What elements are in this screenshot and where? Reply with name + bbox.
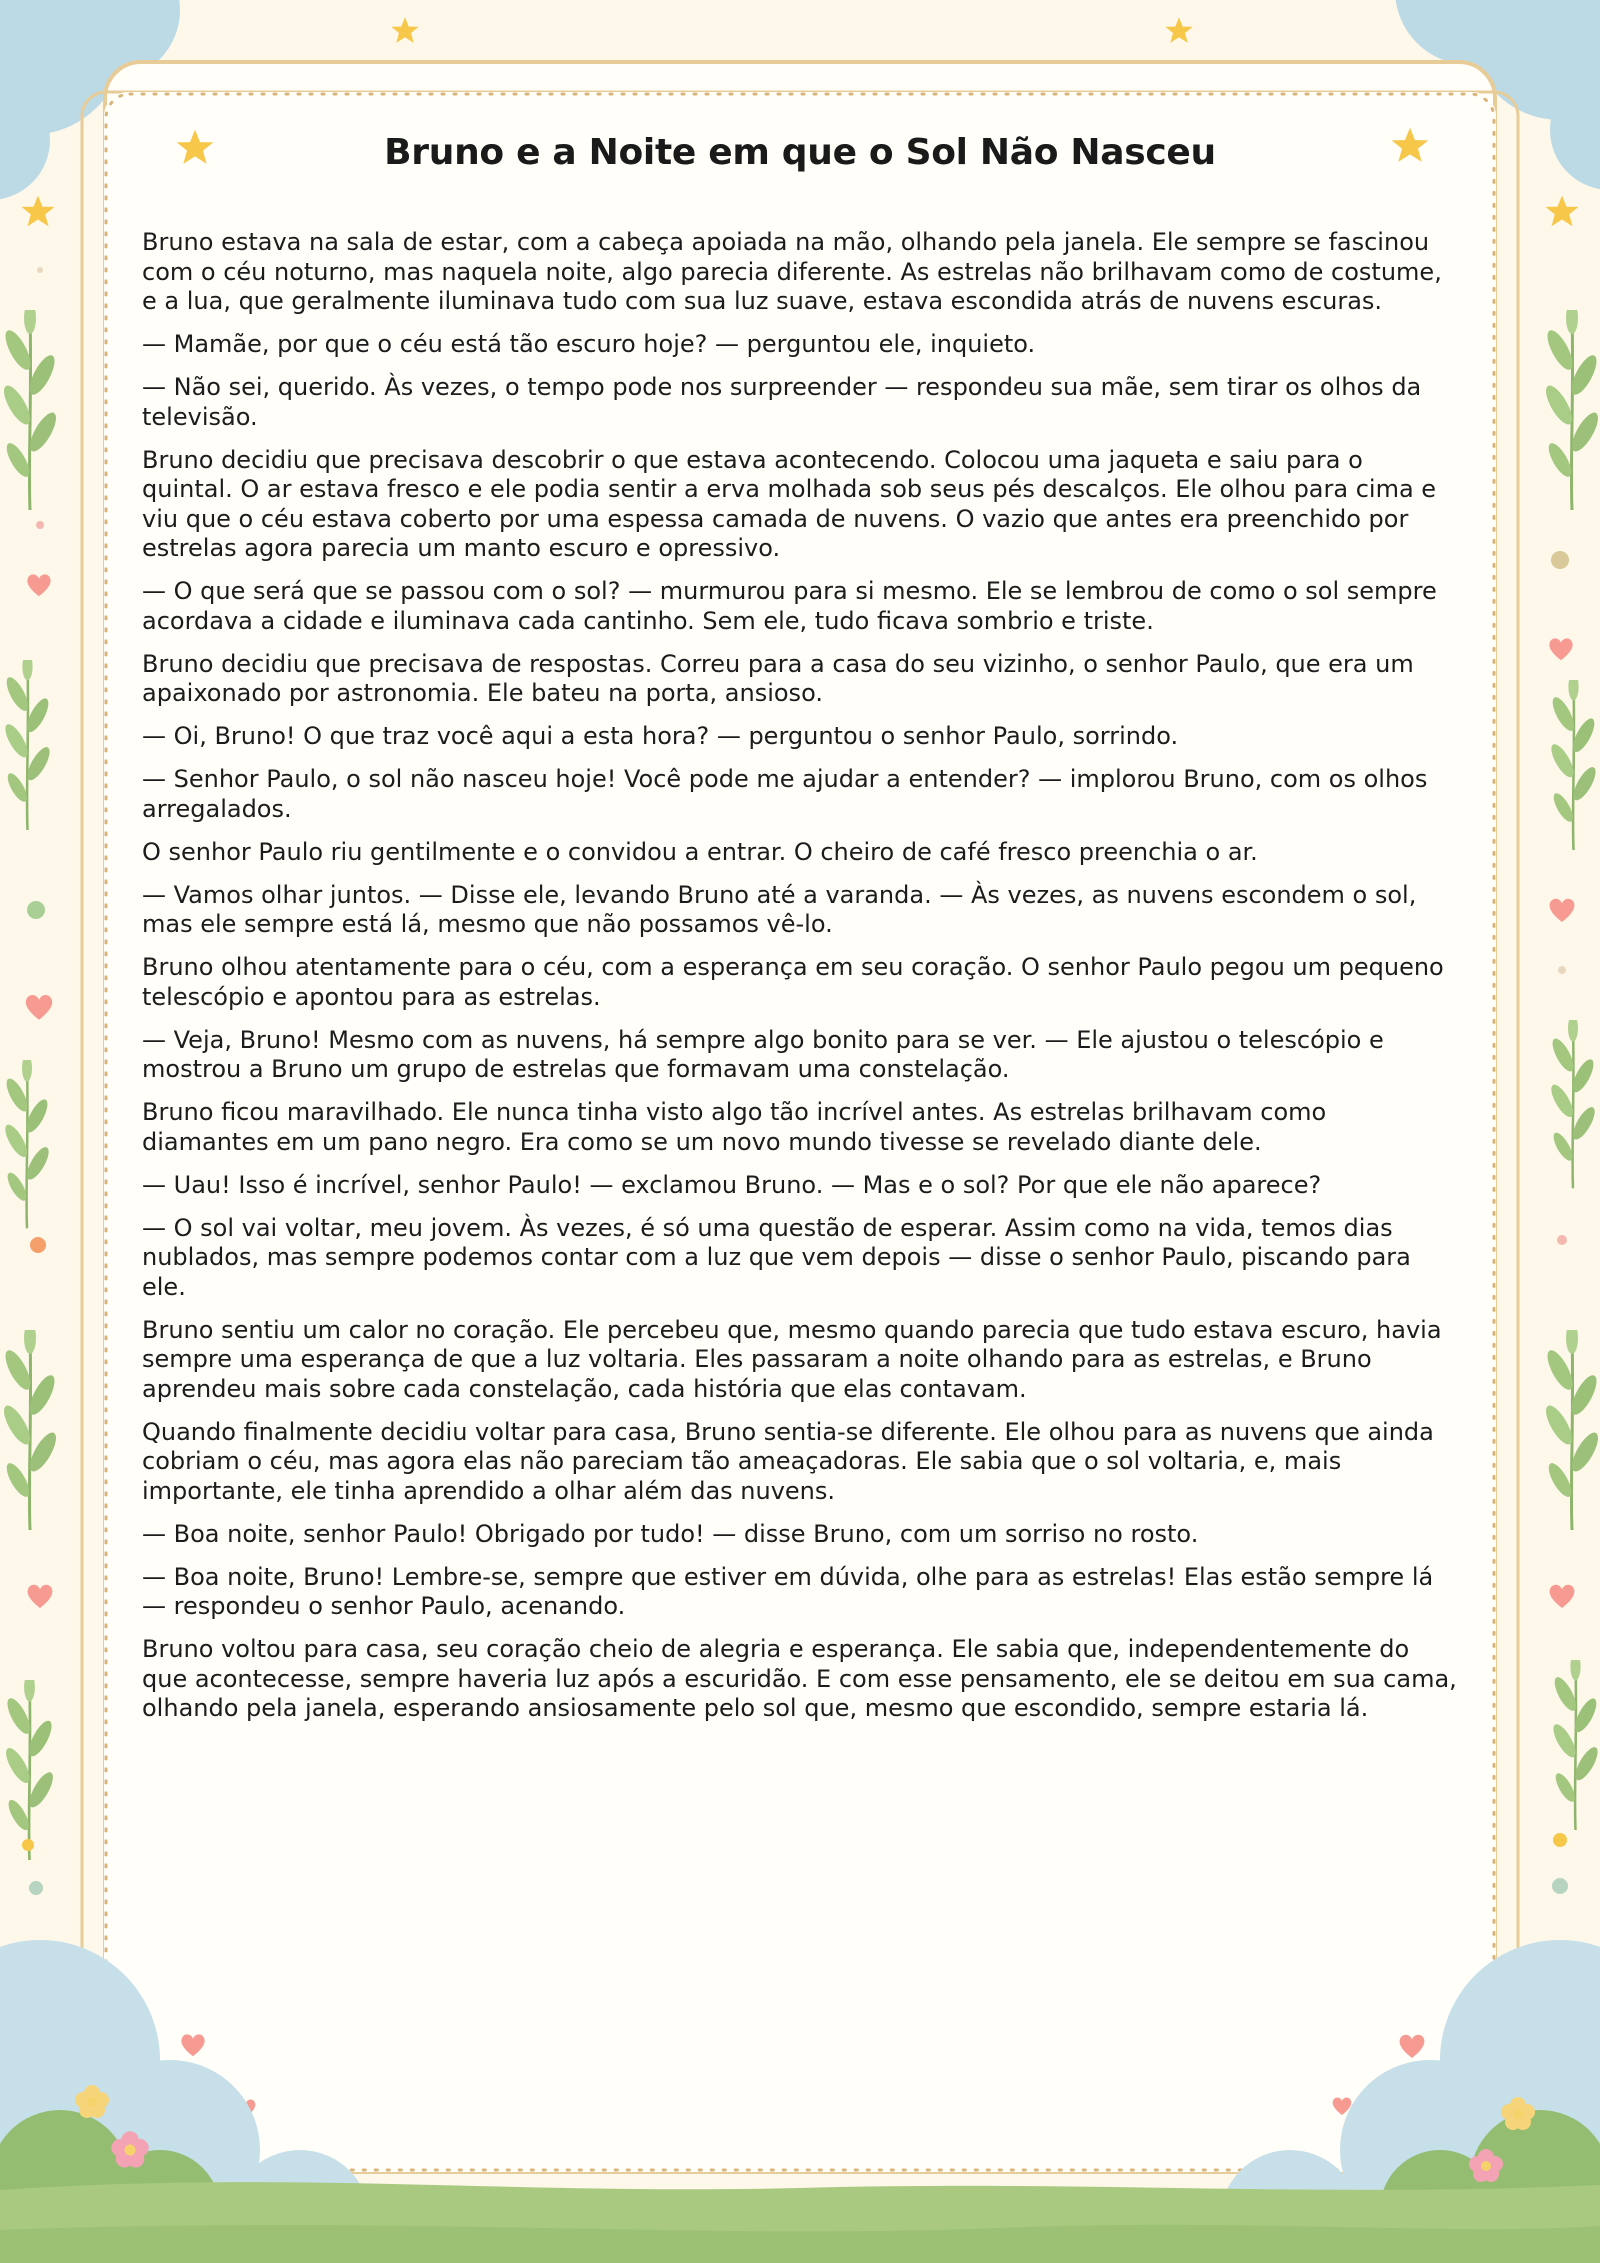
story-paragraph: — Boa noite, Bruno! Lembre-se, sempre que estiver em dúvida, olhe para as estrelas! Elas estão sempre lá — respondeu o senhor Paulo, acenando. [142, 1562, 1434, 1620]
leaf-sprig-icon [2, 1673, 58, 1860]
heart-icon [1550, 1585, 1575, 1608]
heart-icon [1549, 638, 1572, 660]
leaf-sprig-icon [1, 1055, 53, 1228]
heart-icon [27, 574, 50, 596]
heart-icon [28, 1585, 53, 1608]
story-paragraph: — Vamos olhar juntos. — Disse ele, levando Bruno até a varanda. — Às vezes, as nuvens escondem o sol, mas ele sempre está lá, mesmo que não possamos vê-lo. [142, 880, 1417, 938]
leaf-sprig-icon [1547, 1015, 1599, 1188]
leaf-sprig-icon [1, 653, 54, 830]
story-paragraph: — Oi, Bruno! O que traz você aqui a esta hora? — perguntou o senhor Paulo, sorrindo. [142, 722, 1179, 750]
star-icon [391, 17, 419, 43]
star-icon [1165, 17, 1193, 43]
story-paragraph: Bruno sentiu um calor no coração. Ele percebeu que, mesmo quando parecia que tudo estava escuro, havia sempre uma esperança de que a luz voltaria. Eles passaram a noite olhando para as estrelas, e Bruno aprendeu mais sobre cada constelação, cada história que elas contavam. [142, 1315, 1442, 1403]
story-paragraph: — O que será que se passou com o sol? — murmurou para si mesmo. Ele se lembrou de como o sol sempre acordava a cidade e iluminava cada cantinho. Sem ele, tudo ficava sombrio e triste. [142, 577, 1437, 635]
story-paragraph: Bruno ficou maravilhado. Ele nunca tinha visto algo tão incrível antes. As estrelas brilhavam como diamantes em um pano negro. Era como se um novo mundo tivesse se revelado diante dele. [142, 1098, 1327, 1156]
leaf-sprig-icon [1541, 1322, 1600, 1530]
leaf-sprig-icon [1549, 1653, 1600, 1830]
heart-icon [26, 995, 52, 1020]
story-paragraph: Bruno estava na sala de estar, com a cabeça apoiada na mão, olhando pela janela. Ele sempre se fascinou com o céu noturno, mas naquela noite, algo parecia diferente. As estrelas não brilhavam como de costume, e a lua, que geralmente iluminava tudo com sua luz suave, estava escondida atrás de nuvens escuras. [142, 228, 1442, 315]
story-paragraph: — O sol vai voltar, meu jovem. Às vezes, é só uma questão de esperar. Assim como na vida, temos dias nublados, mas sempre podemos contar com a luz que vem depois — disse o senhor Paulo, piscando para ele. [142, 1213, 1411, 1301]
story-paragraph: Bruno voltou para casa, seu coração cheio de alegria e esperança. Ele sabia que, independentemente do que acontecesse, sempre haveria luz após a escuridão. E com esse pensamento, ele se deitou em sua cama, olhando pela janela, esperando ansiosamente pelo sol que, mesmo que escondido, sempre estaria lá. [142, 1635, 1457, 1722]
story-paragraph: — Mamãe, por que o céu está tão escuro hoje? — perguntou ele, inquieto. [142, 330, 1036, 358]
story-paragraph: — Senhor Paulo, o sol não nasceu hoje! Você pode me ajudar a entender? — implorou Bruno, com os olhos arregalados. [142, 765, 1428, 823]
leaf-sprig-icon [0, 1322, 61, 1530]
story-title: Bruno e a Noite em que o Sol Não Nasceu [384, 132, 1216, 173]
story-paragraph: Quando finalmente decidiu voltar para casa, Bruno sentia-se diferente. Ele olhou para as nuvens que ainda cobriam o céu, mas agora elas não pareciam tão ameaçadoras. Ele sabia que o sol voltaria, e, mais importante, ele tinha aprendido a olhar além das nuvens. [142, 1417, 1434, 1505]
leaf-sprig-icon [1541, 302, 1600, 510]
heart-icon [1550, 899, 1575, 922]
star-icon [1546, 196, 1579, 227]
story-paragraph: Bruno decidiu que precisava de respostas. Correu para a casa do seu vizinho, o senhor Paulo, que era um apaixonado por astronomia. Ele bateu na porta, ansioso. [142, 649, 1414, 707]
leaf-sprig-icon [1547, 673, 1600, 850]
story-paragraph: Bruno decidiu que precisava descobrir o que estava acontecendo. Colocou uma jaqueta e saiu para o quintal. O ar estava fresco e ele podia sentir a erva molhada sob seus pés descalços. Ele olhou para cima e viu que o céu estava coberto por uma espessa camada de nuvens. O vazio que antes era preenchido por estrelas agora parecia um manto escuro e opressivo. [142, 445, 1437, 562]
story-paragraph: Bruno olhou atentamente para o céu, com a esperança em seu coração. O senhor Paulo pegou um pequeno telescópio e apontou para as estrelas. [142, 953, 1444, 1011]
leaf-sprig-icon [0, 302, 61, 510]
star-icon [22, 196, 55, 227]
story-paragraph: — Veja, Bruno! Mesmo com as nuvens, há sempre algo bonito para se ver. — Ele ajustou o telescópio e mostrou a Bruno um grupo de estrelas que formavam uma constelação. [142, 1025, 1384, 1083]
story-paragraph: O senhor Paulo riu gentilmente e o convidou a entrar. O cheiro de café fresco preenchia o ar. [142, 837, 1258, 866]
story-paragraph: — Boa noite, senhor Paulo! Obrigado por tudo! — disse Bruno, com um sorriso no rosto. [142, 1519, 1199, 1548]
story-paragraph: — Uau! Isso é incrível, senhor Paulo! — exclamou Bruno. — Mas e o sol? Por que ele não aparece? [142, 1170, 1322, 1199]
story-body [142, 228, 1460, 1737]
story-paragraph: — Não sei, querido. Às vezes, o tempo pode nos surpreender — respondeu sua mãe, sem tirar os olhos da televisão. [142, 373, 1422, 431]
